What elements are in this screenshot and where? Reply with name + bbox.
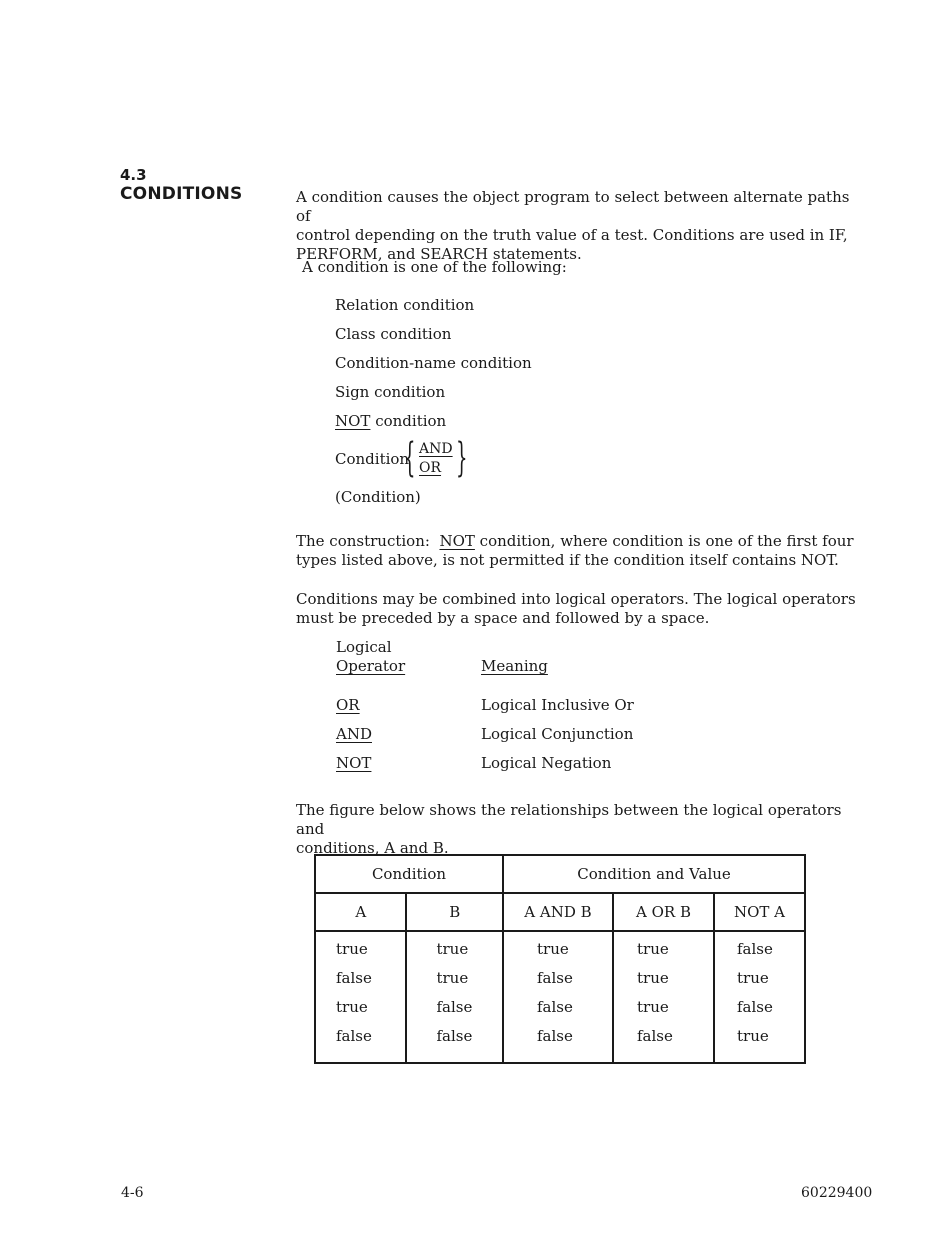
list-item: Relation condition (335, 296, 475, 314)
table-row (315, 931, 805, 1063)
operator-meaning: Logical Negation (481, 754, 612, 772)
operator-or: OR (336, 696, 360, 714)
paren-condition: (Condition) (335, 488, 421, 506)
construction-rest: condition, where condition is one of the first four (474, 532, 854, 550)
document-number: 60229400 (801, 1185, 873, 1201)
construction-paragraph (296, 532, 861, 570)
truth-table (314, 854, 806, 1064)
table-cell: true (737, 969, 769, 987)
operator-and: AND (336, 725, 372, 743)
column-header-b: B (406, 893, 503, 931)
list-item: Sign condition (335, 383, 446, 401)
figure-paragraph (296, 801, 861, 858)
table-cell: false (436, 998, 473, 1016)
column-header-a-and-b: A AND B (503, 893, 613, 931)
table-cell: false (637, 1027, 673, 1045)
table-cell: true (737, 1027, 769, 1045)
table-cell: true (336, 998, 368, 1016)
list-item: Class condition (335, 325, 452, 343)
list-item: Condition-name condition (335, 354, 532, 372)
table-cell: true (436, 940, 469, 958)
table-cell: true (637, 998, 669, 1016)
operator-header-line2: Operator (336, 657, 406, 675)
figure-line: The figure below shows the relationships between the logical operators and (296, 801, 842, 838)
not-condition-rest: condition (370, 412, 447, 430)
not-keyword: NOT (335, 412, 371, 430)
column-a-or-b-values (613, 931, 714, 1063)
construction-line: types listed above, is not permitted if the condition itself contains NOT. (296, 551, 839, 569)
section-title: CONDITIONS (120, 184, 243, 204)
intro-line: PERFORM, and SEARCH statements. (296, 245, 582, 263)
page-number: 4-6 (121, 1185, 144, 1201)
and-keyword: AND (419, 441, 453, 457)
construction-line (296, 532, 861, 551)
not-condition-item (335, 412, 446, 431)
operator-stack (419, 440, 453, 478)
figure-line: conditions, A and B. (296, 839, 449, 857)
not-keyword: NOT (439, 532, 475, 550)
table-cell: true (537, 940, 569, 958)
compound-condition (335, 435, 495, 484)
column-header-a-or-b: A OR B (613, 893, 714, 931)
table-cell: true (637, 969, 669, 987)
combine-line: must be preceded by a space and followed by a space. (296, 609, 710, 627)
column-a-and-b-values (503, 931, 613, 1063)
table-cell: false (537, 998, 573, 1016)
group-header-condition-value: Condition and Value (503, 855, 805, 893)
table-cell: false (737, 998, 773, 1016)
intro-line: control depending on the truth value of a test. Conditions are used in IF, (296, 226, 848, 244)
table-cell: false (737, 940, 773, 958)
column-header-not-a: NOT A (714, 893, 805, 931)
table-cell: true (436, 969, 469, 987)
table-cell: false (336, 969, 372, 987)
operator-not: NOT (336, 754, 372, 772)
table-cell: false (336, 1027, 372, 1045)
column-b-values (406, 931, 503, 1063)
operator-meaning: Logical Inclusive Or (481, 696, 634, 714)
left-brace: { (403, 435, 416, 481)
column-header-a: A (315, 893, 406, 931)
column-not-a-values (714, 931, 805, 1063)
table-cell: false (537, 1027, 573, 1045)
meaning-header: Meaning (481, 657, 548, 675)
compound-label: Condition (335, 450, 410, 468)
construction-prefix: The construction: (296, 532, 440, 550)
list-intro: A condition is one of the following: (302, 258, 567, 276)
right-brace: } (455, 435, 468, 481)
section-number: 4.3 (120, 166, 147, 184)
intro-line: A condition causes the object program to select between alternate paths of (296, 188, 850, 225)
combine-paragraph (296, 590, 861, 628)
combine-line: Conditions may be combined into logical operators. The logical operators (296, 590, 856, 608)
intro-paragraph (296, 188, 861, 264)
table-cell: true (336, 940, 368, 958)
table-cell: true (637, 940, 669, 958)
table-cell: false (537, 969, 573, 987)
column-a-values (315, 931, 406, 1063)
table-cell: false (436, 1027, 473, 1045)
operator-header-line1: Logical (336, 638, 392, 656)
group-header-condition: Condition (315, 855, 503, 893)
or-keyword: OR (419, 460, 442, 476)
operator-meaning: Logical Conjunction (481, 725, 634, 743)
